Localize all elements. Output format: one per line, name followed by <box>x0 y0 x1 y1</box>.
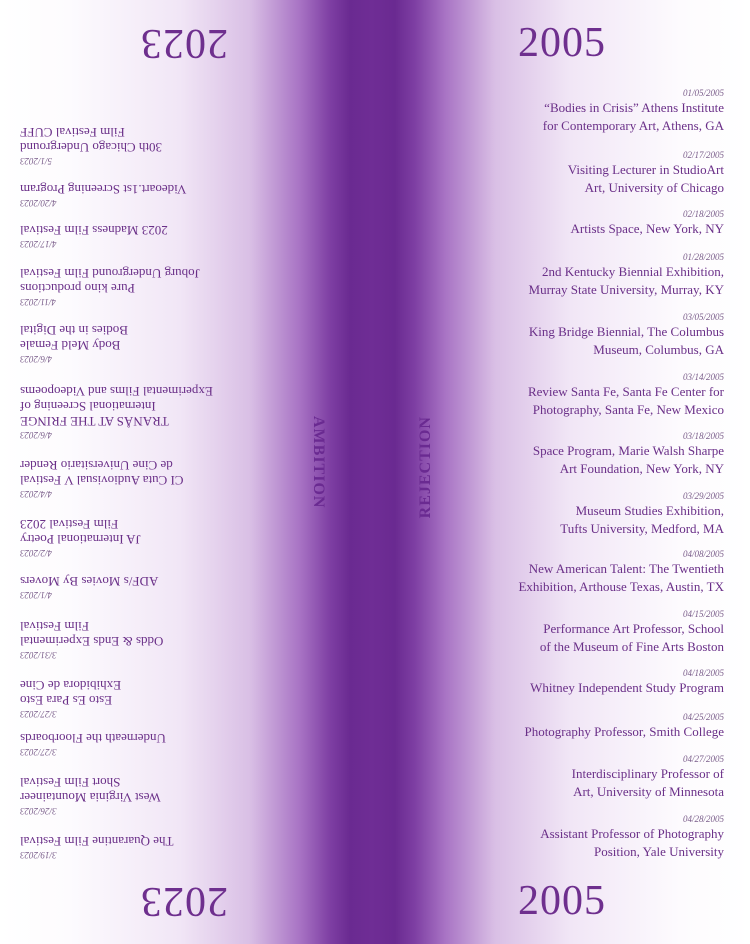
entry-text: Film Festival 2023 <box>20 517 119 532</box>
entry-date: 4/6/2023 <box>20 430 53 440</box>
entry-date: 02/17/2005 <box>682 150 724 160</box>
entry-text: Visiting Lecturer in StudioArt <box>567 162 724 177</box>
entry-date: 4/17/2023 <box>20 239 57 249</box>
entry-text: ADF/s Movies By Movers <box>20 574 159 589</box>
entry-date: 4/1/2023 <box>20 590 53 600</box>
entry-date: 4/11/2023 <box>20 297 56 307</box>
entry-text: of the Museum of Fine Arts Boston <box>539 639 724 654</box>
list-item <box>20 678 230 719</box>
list-item <box>484 549 724 596</box>
list-item <box>20 574 230 600</box>
list-item <box>484 209 724 238</box>
year-right-top: 2005 <box>518 20 606 66</box>
entry-text: Bodies in the Digital <box>20 323 128 338</box>
entry-text: Artists Space, New York, NY <box>570 221 724 236</box>
entry-text: King Bridge Biennial, The Columbus <box>528 324 724 339</box>
list-item <box>20 223 230 249</box>
entry-text: Performance Art Professor, School <box>543 621 724 636</box>
entry-date: 4/4/2023 <box>20 489 53 499</box>
list-item <box>20 834 230 860</box>
entry-text: Esto Es Para Esto <box>20 693 113 708</box>
list-item <box>20 182 230 208</box>
list-item <box>484 312 724 359</box>
entry-text: TRANÅS AT THE FRINGE <box>20 414 169 429</box>
entry-text: Review Santa Fe, Santa Fe Center for <box>527 384 724 399</box>
entry-date: 03/05/2005 <box>682 312 724 322</box>
year-left-top: 2023 <box>140 20 228 66</box>
entry-text: Short Film Festival <box>20 775 121 790</box>
entry-text: for Contemporary Art, Athens, GA <box>542 118 724 133</box>
entry-date: 01/28/2005 <box>682 252 724 262</box>
list-item <box>20 619 230 660</box>
entry-text: CI Cuta Audiovisual V Festival <box>20 473 184 488</box>
entry-text: Videoart.1st Screening Program <box>20 182 187 197</box>
entry-text: Exhibition, Arthouse Texas, Austin, TX <box>518 579 724 594</box>
list-item <box>484 814 724 861</box>
entry-date: 04/28/2005 <box>682 814 724 824</box>
list-item <box>20 731 230 757</box>
year-right-bottom: 2005 <box>518 878 606 924</box>
entry-text: Museum Studies Exhibition, <box>575 503 724 518</box>
list-item <box>484 88 724 135</box>
entry-text: West Virginia Mountaineer <box>20 790 161 805</box>
entry-date: 04/08/2005 <box>682 549 724 559</box>
entry-date: 4/2/2023 <box>20 548 53 558</box>
entry-date: 03/18/2005 <box>682 431 724 441</box>
entry-text: Pure kino productions <box>20 281 135 296</box>
list-item <box>20 384 230 440</box>
entry-text: Photography, Santa Fe, New Mexico <box>532 402 724 417</box>
entry-text: Interdisciplinary Professor of <box>571 766 724 781</box>
entry-text: Tufts University, Medford, MA <box>560 521 724 536</box>
entry-date: 3/27/2023 <box>20 709 57 719</box>
year-left-bottom: 2023 <box>140 878 228 924</box>
entry-text: Space Program, Marie Walsh Sharpe <box>532 443 724 458</box>
rejection-label: REJECTION <box>417 416 434 519</box>
entry-text: Exhibidora de Cine <box>20 678 122 693</box>
entry-text: 30th Chicago Underground <box>20 140 163 155</box>
entry-date: 01/05/2005 <box>682 88 724 98</box>
entry-date: 3/27/2023 <box>20 747 57 757</box>
entry-text: Museum, Columbus, GA <box>593 342 724 357</box>
list-item <box>20 517 230 558</box>
entry-date: 4/6/2023 <box>20 354 53 364</box>
entry-text: 2nd Kentucky Biennial Exhibition, <box>542 264 724 279</box>
list-item <box>20 775 230 816</box>
entry-text: New American Talent: The Twentieth <box>528 561 724 576</box>
entry-date: 04/25/2005 <box>682 712 724 722</box>
entry-text: “Bodies in Crisis” Athens Institute <box>544 100 724 115</box>
list-item <box>484 712 724 741</box>
entry-text: Odds & Ends Experimental <box>20 634 164 649</box>
list-item <box>484 372 724 419</box>
entry-text: Joburg Underground Film Festival <box>20 266 200 281</box>
list-item <box>484 754 724 801</box>
entry-date: 04/18/2005 <box>682 668 724 678</box>
list-item <box>484 609 724 656</box>
list-item <box>20 266 230 307</box>
entry-date: 3/31/2023 <box>20 650 57 660</box>
ambition-label: AMBITION <box>310 416 327 509</box>
entry-date: 03/29/2005 <box>682 491 724 501</box>
list-item <box>20 125 230 166</box>
entry-text: Art, University of Chicago <box>584 180 724 195</box>
entry-date: 4/20/2023 <box>20 198 57 208</box>
entry-text: Position, Yale University <box>593 844 724 859</box>
list-item <box>484 150 724 197</box>
entry-text: Art, University of Minnesota <box>573 784 724 799</box>
entry-text: Murray State University, Murray, KY <box>528 282 724 297</box>
ambition-list <box>20 80 230 860</box>
entry-text: Experimental Films and Videopoems <box>20 384 213 399</box>
entry-text: JA International Poetry <box>20 532 141 547</box>
list-item <box>484 431 724 478</box>
entry-text: International Screening of <box>20 399 156 414</box>
entry-date: 04/27/2005 <box>682 754 724 764</box>
entry-date: 03/14/2005 <box>682 372 724 382</box>
entry-text: de Cine Universitario Render <box>20 458 173 473</box>
entry-date: 3/19/2023 <box>20 850 57 860</box>
list-item <box>484 252 724 299</box>
entry-text: Body Meld Female <box>20 338 121 353</box>
entry-text: Underneath the Floorboards <box>20 731 166 746</box>
entry-date: 3/26/2023 <box>20 806 57 816</box>
entry-text: Whitney Independent Study Program <box>530 680 724 695</box>
entry-date: 02/18/2005 <box>682 209 724 219</box>
list-item <box>20 323 230 364</box>
list-item <box>484 668 724 697</box>
entry-text: The Quarantine Film Festival <box>20 834 174 849</box>
entry-date: 04/15/2005 <box>682 609 724 619</box>
entry-text: Photography Professor, Smith College <box>524 724 724 739</box>
list-item <box>484 491 724 538</box>
entry-text: Assistant Professor of Photography <box>540 826 724 841</box>
entry-text: Film Festival CUFF <box>20 125 125 140</box>
entry-text: Art Foundation, New York, NY <box>559 461 724 476</box>
entry-text: Film Festival <box>20 619 89 634</box>
list-item <box>20 458 230 499</box>
entry-date: 5/1/2023 <box>20 156 53 166</box>
entry-text: 2023 Madness Film Festival <box>20 223 168 238</box>
